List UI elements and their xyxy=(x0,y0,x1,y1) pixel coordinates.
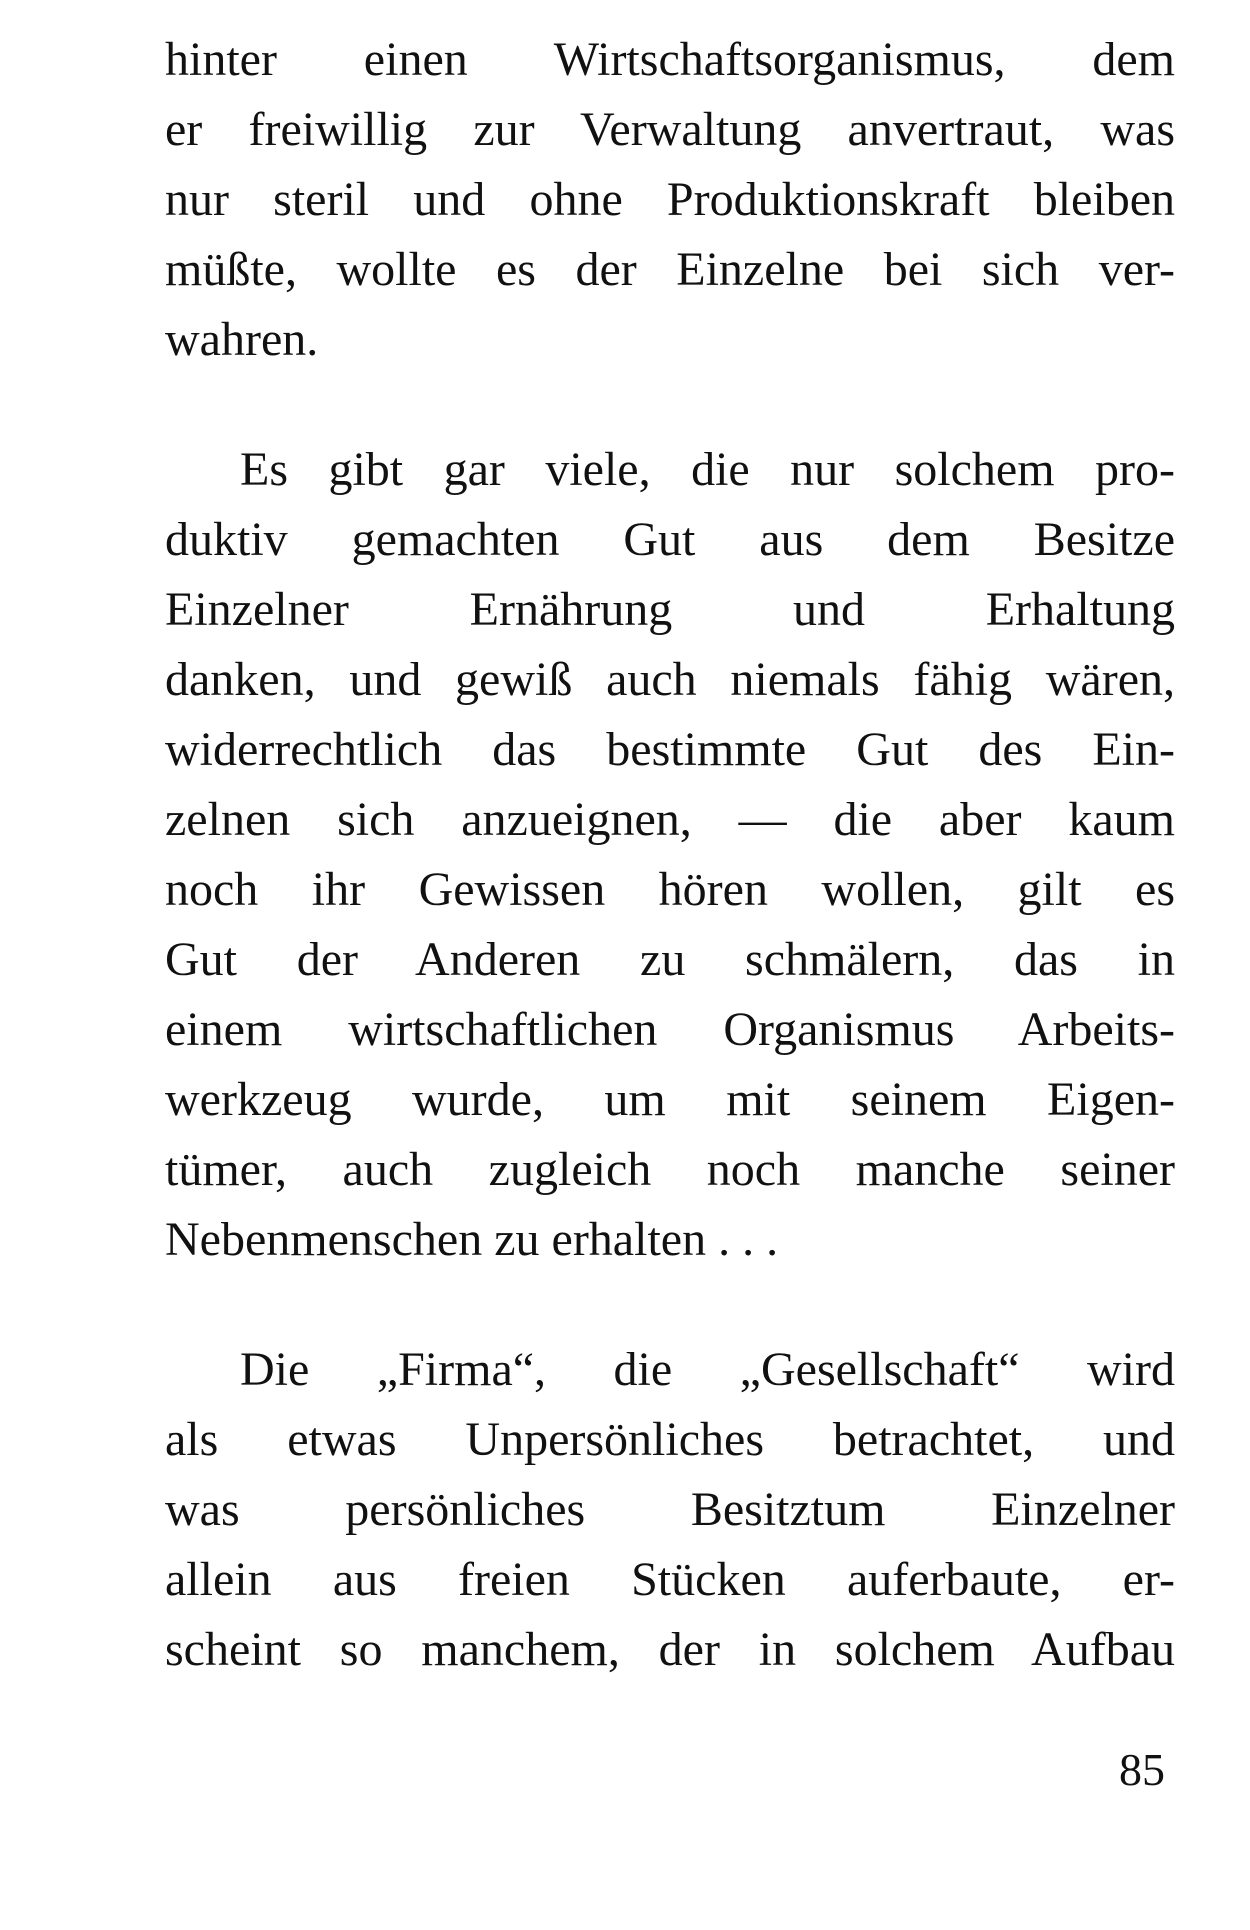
text-line: duktiv gemachten Gut aus dem Besitze xyxy=(165,513,1175,566)
text-line: als etwas Unpersönliches betrachtet, und xyxy=(165,1413,1175,1466)
text-line: Es gibt gar viele, die nur solchem pro- xyxy=(240,443,1175,496)
page-number: 85 xyxy=(1119,1744,1165,1795)
text-line: zelnen sich anzueignen, — die aber kaum xyxy=(165,793,1175,846)
text-line: was persönliches Besitztum Einzelner xyxy=(165,1483,1175,1536)
text-line: werkzeug wurde, um mit seinem Eigen- xyxy=(165,1073,1175,1126)
text-line: allein aus freien Stücken auferbaute, er- xyxy=(165,1553,1175,1606)
text-line: müßte, wollte es der Einzelne bei sich ver- xyxy=(165,243,1175,296)
text-line: nur steril und ohne Produktionskraft bleiben xyxy=(165,173,1175,226)
text-line: tümer, auch zugleich noch manche seiner xyxy=(165,1143,1175,1196)
text-line: Nebenmenschen zu erhalten . . . xyxy=(165,1213,779,1266)
text-line: hinter einen Wirtschaftsorganismus, dem xyxy=(165,33,1175,86)
text-line: Einzelner Ernährung und Erhaltung xyxy=(165,583,1175,636)
text-line: Die „Firma“, die „Gesellschaft“ wird xyxy=(240,1343,1175,1396)
text-line: er freiwillig zur Verwaltung anvertraut, was xyxy=(165,103,1175,156)
text-line: widerrechtlich das bestimmte Gut des Ein- xyxy=(165,723,1175,776)
text-line: danken, und gewiß auch niemals fähig wären, xyxy=(165,653,1175,706)
text-line: wahren. xyxy=(165,313,319,366)
text-line: Gut der Anderen zu schmälern, das in xyxy=(165,933,1175,986)
text-line: noch ihr Gewissen hören wollen, gilt es xyxy=(165,863,1175,916)
text-line: einem wirtschaftlichen Organismus Arbeits- xyxy=(165,1003,1175,1056)
text-line: scheint so manchem, der in solchem Aufbau xyxy=(165,1623,1175,1676)
